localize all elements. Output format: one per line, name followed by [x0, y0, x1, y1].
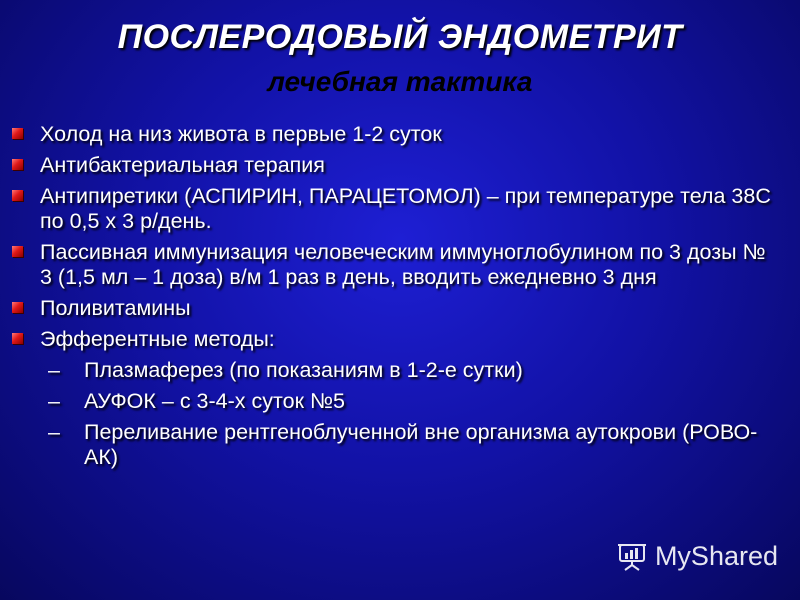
sub-bullet-text: Плазмаферез (по показаниям в 1-2-е сутки): [84, 358, 523, 382]
watermark: [615, 541, 778, 572]
dash-marker: –: [48, 420, 60, 444]
bullet-item: [12, 296, 782, 321]
watermark-text: MyShared: [654, 541, 778, 571]
bullet-list: [12, 122, 782, 476]
sub-bullet-item: [12, 389, 782, 414]
square-bullet-icon: [12, 190, 23, 201]
sub-bullet-text: Переливание рентгеноблученной вне организма аутокрови (РОВО-АК): [84, 420, 758, 469]
dash-marker: –: [48, 358, 60, 382]
bullet-item: [12, 240, 782, 290]
slide-title: ПОСЛЕРОДОВЫЙ ЭНДОМЕТРИТ: [117, 18, 683, 56]
bullet-text: Антибактериальная терапия: [40, 153, 325, 177]
square-bullet-icon: [12, 159, 23, 170]
square-bullet-icon: [12, 302, 23, 313]
bullet-text: Пассивная иммунизация человеческим иммуноглобулином по 3 дозы № 3 (1,5 мл – 1 доза) в/м 1 раз в день, вводить ежедневно 3 дня: [40, 240, 766, 289]
bullet-item: [12, 122, 782, 147]
sub-bullet-text: АУФОК – с 3-4-х суток №5: [84, 389, 345, 413]
square-bullet-icon: [12, 128, 23, 139]
bullet-item: [12, 153, 782, 178]
bullet-text: Эфферентные методы:: [40, 327, 275, 351]
dash-marker: –: [48, 389, 60, 413]
presentation-board-icon: [615, 542, 649, 572]
bullet-text: Антипиретики (АСПИРИН, ПАРАЦЕТОМОЛ) – при температуре тела 38С по 0,5 х 3 р/день.: [40, 184, 771, 233]
square-bullet-icon: [12, 246, 23, 257]
bullet-item: [12, 327, 782, 352]
sub-bullet-item: [12, 358, 782, 383]
bullet-item: [12, 184, 782, 234]
sub-bullet-item: [12, 420, 782, 470]
square-bullet-icon: [12, 333, 23, 344]
slide-subtitle: лечебная тактика: [267, 66, 533, 97]
bullet-text: Холод на низ живота в первые 1-2 суток: [40, 122, 442, 146]
bullet-text: Поливитамины: [40, 296, 191, 320]
